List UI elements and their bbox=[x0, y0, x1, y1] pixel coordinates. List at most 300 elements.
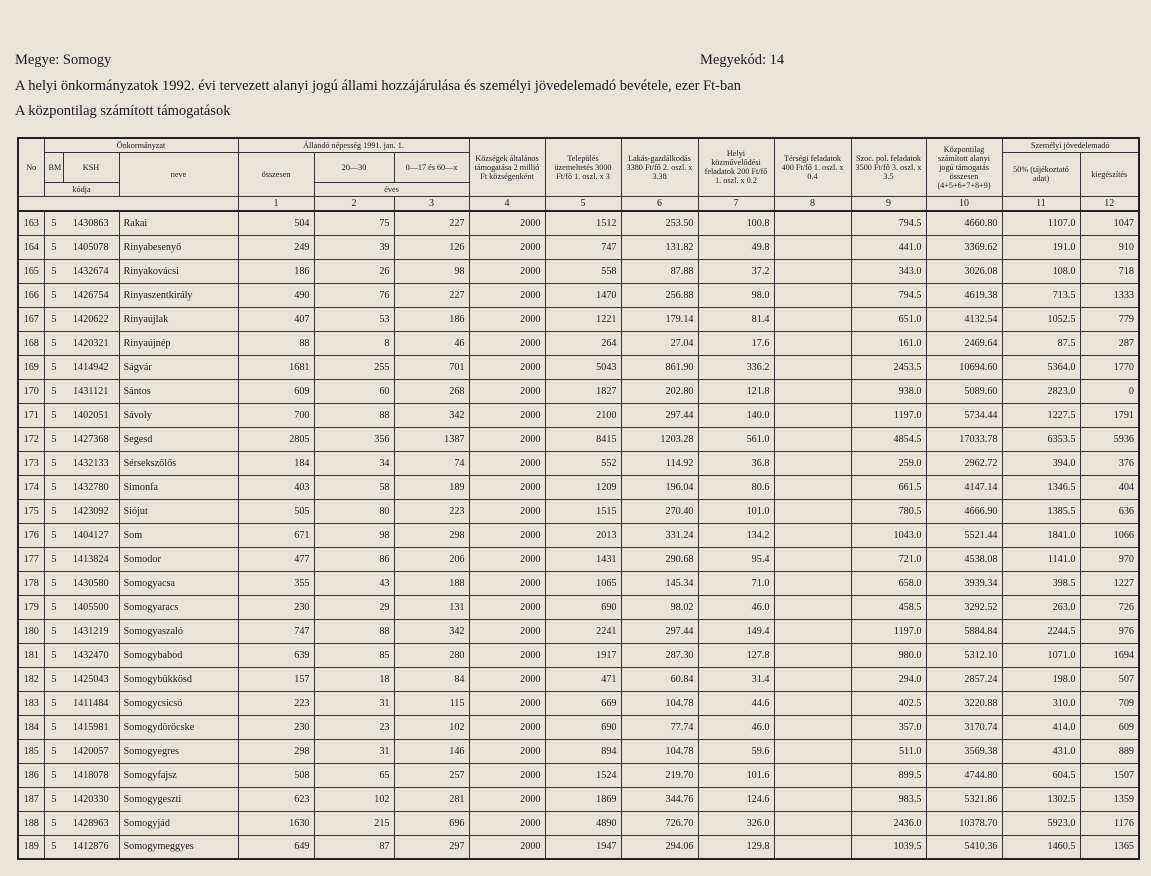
cell-kozmuv: 95.4 bbox=[698, 547, 774, 571]
cell-name: Somogycsicsó bbox=[119, 691, 238, 715]
col-tersegi: Térségi feladatok 400 Ft/fő 1. oszl. x 0.4 bbox=[774, 138, 851, 196]
table-row bbox=[18, 499, 1139, 523]
table-row bbox=[18, 307, 1139, 331]
cell-kozsegek: 2000 bbox=[469, 835, 545, 859]
cell-name: Somogydöröcske bbox=[119, 715, 238, 739]
cell-kozsegek: 2000 bbox=[469, 787, 545, 811]
cell-name: Somogyjád bbox=[119, 811, 238, 835]
cell-szja50: 2244.5 bbox=[1002, 619, 1080, 643]
cell-osszesen: 700 bbox=[238, 403, 314, 427]
cell-name: Somogybabod bbox=[119, 643, 238, 667]
cell-szja50: 1460.5 bbox=[1002, 835, 1080, 859]
cell-c20-30: 87 bbox=[314, 835, 394, 859]
cell-telepules: 2100 bbox=[545, 403, 621, 427]
cell-tersegi bbox=[774, 283, 851, 307]
cell-szja50: 263.0 bbox=[1002, 595, 1080, 619]
cell-telepules: 2013 bbox=[545, 523, 621, 547]
cell-osszesen: 490 bbox=[238, 283, 314, 307]
table-row bbox=[18, 427, 1139, 451]
cell-ksh: 1428963 bbox=[63, 811, 119, 835]
cell-kozponti: 2962.72 bbox=[926, 451, 1002, 475]
cell-szja50: 108.0 bbox=[1002, 259, 1080, 283]
cell-lakas: 131.82 bbox=[621, 235, 698, 259]
cell-ksh: 1425043 bbox=[63, 667, 119, 691]
cell-szja50: 310.0 bbox=[1002, 691, 1080, 715]
cell-szoc: 458.5 bbox=[851, 595, 926, 619]
colnum-8: 8 bbox=[774, 196, 851, 211]
cell-c0-17: 1387 bbox=[394, 427, 469, 451]
table-body bbox=[18, 211, 1139, 859]
cell-bm: 5 bbox=[44, 763, 63, 787]
cell-c20-30: 31 bbox=[314, 691, 394, 715]
cell-bm: 5 bbox=[44, 835, 63, 859]
col-eves: éves bbox=[314, 182, 469, 196]
cell-name: Rakai bbox=[119, 211, 238, 235]
cell-tersegi bbox=[774, 331, 851, 355]
cell-telepules: 471 bbox=[545, 667, 621, 691]
colnum-4: 4 bbox=[469, 196, 545, 211]
cell-kieg: 609 bbox=[1080, 715, 1139, 739]
cell-tersegi bbox=[774, 691, 851, 715]
cell-no: 178 bbox=[18, 571, 44, 595]
cell-ksh: 1420321 bbox=[63, 331, 119, 355]
cell-szja50: 1302.5 bbox=[1002, 787, 1080, 811]
cell-no: 174 bbox=[18, 475, 44, 499]
cell-lakas: 331.24 bbox=[621, 523, 698, 547]
cell-ksh: 1432470 bbox=[63, 643, 119, 667]
document-subtitle: A központilag számított támogatások bbox=[15, 103, 231, 119]
table-row bbox=[18, 355, 1139, 379]
cell-c0-17: 189 bbox=[394, 475, 469, 499]
table-row bbox=[18, 595, 1139, 619]
cell-tersegi bbox=[774, 499, 851, 523]
table-row bbox=[18, 571, 1139, 595]
cell-c0-17: 126 bbox=[394, 235, 469, 259]
cell-kozponti: 5734.44 bbox=[926, 403, 1002, 427]
cell-kozmuv: 121.8 bbox=[698, 379, 774, 403]
col-szja50: 50% (tájékoztató adat) bbox=[1002, 152, 1080, 196]
table-row bbox=[18, 619, 1139, 643]
cell-kieg: 1176 bbox=[1080, 811, 1139, 835]
cell-tersegi bbox=[774, 619, 851, 643]
cell-szoc: 441.0 bbox=[851, 235, 926, 259]
cell-szoc: 794.5 bbox=[851, 211, 926, 235]
cell-c0-17: 227 bbox=[394, 211, 469, 235]
cell-c0-17: 227 bbox=[394, 283, 469, 307]
cell-kozponti: 17033.78 bbox=[926, 427, 1002, 451]
cell-ksh: 1412876 bbox=[63, 835, 119, 859]
colnum-10: 10 bbox=[926, 196, 1002, 211]
cell-kozponti: 3170.74 bbox=[926, 715, 1002, 739]
cell-kieg: 1365 bbox=[1080, 835, 1139, 859]
cell-lakas: 179.14 bbox=[621, 307, 698, 331]
cell-ksh: 1413824 bbox=[63, 547, 119, 571]
cell-szoc: 980.0 bbox=[851, 643, 926, 667]
cell-osszesen: 223 bbox=[238, 691, 314, 715]
cell-name: Rinyakovácsi bbox=[119, 259, 238, 283]
cell-telepules: 1065 bbox=[545, 571, 621, 595]
cell-ksh: 1430580 bbox=[63, 571, 119, 595]
cell-c20-30: 88 bbox=[314, 619, 394, 643]
cell-telepules: 1221 bbox=[545, 307, 621, 331]
cell-szja50: 414.0 bbox=[1002, 715, 1080, 739]
cell-no: 185 bbox=[18, 739, 44, 763]
cell-bm: 5 bbox=[44, 259, 63, 283]
table-row bbox=[18, 211, 1139, 235]
cell-szoc: 1197.0 bbox=[851, 619, 926, 643]
cell-telepules: 1917 bbox=[545, 643, 621, 667]
cell-osszesen: 508 bbox=[238, 763, 314, 787]
cell-kozsegek: 2000 bbox=[469, 547, 545, 571]
cell-c20-30: 102 bbox=[314, 787, 394, 811]
cell-kozsegek: 2000 bbox=[469, 283, 545, 307]
cell-szoc: 983.5 bbox=[851, 787, 926, 811]
cell-kozsegek: 2000 bbox=[469, 331, 545, 355]
cell-ksh: 1415981 bbox=[63, 715, 119, 739]
table-row bbox=[18, 739, 1139, 763]
cell-tersegi bbox=[774, 739, 851, 763]
cell-kieg: 376 bbox=[1080, 451, 1139, 475]
cell-szja50: 1107.0 bbox=[1002, 211, 1080, 235]
cell-tersegi bbox=[774, 523, 851, 547]
cell-lakas: 726.70 bbox=[621, 811, 698, 835]
cell-bm: 5 bbox=[44, 667, 63, 691]
cell-kieg: 976 bbox=[1080, 619, 1139, 643]
cell-osszesen: 184 bbox=[238, 451, 314, 475]
cell-bm: 5 bbox=[44, 235, 63, 259]
cell-kozsegek: 2000 bbox=[469, 523, 545, 547]
cell-bm: 5 bbox=[44, 475, 63, 499]
cell-kozsegek: 2000 bbox=[469, 355, 545, 379]
cell-osszesen: 477 bbox=[238, 547, 314, 571]
cell-lakas: 256.88 bbox=[621, 283, 698, 307]
cell-tersegi bbox=[774, 379, 851, 403]
cell-szoc: 511.0 bbox=[851, 739, 926, 763]
cell-no: 186 bbox=[18, 763, 44, 787]
cell-name: Somodor bbox=[119, 547, 238, 571]
cell-lakas: 219.70 bbox=[621, 763, 698, 787]
col-bm: BM bbox=[44, 152, 63, 182]
cell-kozponti: 2469.64 bbox=[926, 331, 1002, 355]
cell-name: Somogyacsa bbox=[119, 571, 238, 595]
cell-c0-17: 342 bbox=[394, 403, 469, 427]
cell-name: Somogyaszaló bbox=[119, 619, 238, 643]
col-ksh: KSH bbox=[63, 152, 119, 182]
cell-lakas: 297.44 bbox=[621, 403, 698, 427]
cell-c20-30: 23 bbox=[314, 715, 394, 739]
cell-tersegi bbox=[774, 595, 851, 619]
cell-tersegi bbox=[774, 763, 851, 787]
cell-telepules: 264 bbox=[545, 331, 621, 355]
colnum-9: 9 bbox=[851, 196, 926, 211]
cell-telepules: 8415 bbox=[545, 427, 621, 451]
cell-kozmuv: 134.2 bbox=[698, 523, 774, 547]
cell-c20-30: 75 bbox=[314, 211, 394, 235]
table-row bbox=[18, 811, 1139, 835]
cell-ksh: 1405500 bbox=[63, 595, 119, 619]
cell-osszesen: 230 bbox=[238, 715, 314, 739]
cell-tersegi bbox=[774, 643, 851, 667]
cell-szoc: 661.5 bbox=[851, 475, 926, 499]
cell-c20-30: 58 bbox=[314, 475, 394, 499]
cell-kozmuv: 59.6 bbox=[698, 739, 774, 763]
cell-kozsegek: 2000 bbox=[469, 235, 545, 259]
cell-szoc: 2436.0 bbox=[851, 811, 926, 835]
cell-bm: 5 bbox=[44, 571, 63, 595]
cell-telepules: 1524 bbox=[545, 763, 621, 787]
colnum-3: 3 bbox=[394, 196, 469, 211]
cell-kozsegek: 2000 bbox=[469, 211, 545, 235]
cell-kozponti: 4147.14 bbox=[926, 475, 1002, 499]
cell-lakas: 1203.28 bbox=[621, 427, 698, 451]
cell-c0-17: 74 bbox=[394, 451, 469, 475]
cell-no: 165 bbox=[18, 259, 44, 283]
cell-lakas: 104.78 bbox=[621, 739, 698, 763]
cell-telepules: 690 bbox=[545, 715, 621, 739]
cell-szoc: 658.0 bbox=[851, 571, 926, 595]
cell-no: 170 bbox=[18, 379, 44, 403]
cell-kieg: 726 bbox=[1080, 595, 1139, 619]
cell-osszesen: 623 bbox=[238, 787, 314, 811]
cell-szja50: 604.5 bbox=[1002, 763, 1080, 787]
col-lakas: Lakás-gazdálkodás 3380 Ft/fő 2. oszl. x 3.38 bbox=[621, 138, 698, 196]
cell-tersegi bbox=[774, 835, 851, 859]
cell-lakas: 114.92 bbox=[621, 451, 698, 475]
cell-kozmuv: 127.8 bbox=[698, 643, 774, 667]
cell-szoc: 343.0 bbox=[851, 259, 926, 283]
cell-no: 176 bbox=[18, 523, 44, 547]
cell-tersegi bbox=[774, 355, 851, 379]
cell-szja50: 1052.5 bbox=[1002, 307, 1080, 331]
cell-bm: 5 bbox=[44, 523, 63, 547]
cell-bm: 5 bbox=[44, 547, 63, 571]
cell-telepules: 1512 bbox=[545, 211, 621, 235]
cell-lakas: 196.04 bbox=[621, 475, 698, 499]
cell-szoc: 259.0 bbox=[851, 451, 926, 475]
cell-lakas: 287.30 bbox=[621, 643, 698, 667]
cell-szoc: 294.0 bbox=[851, 667, 926, 691]
cell-szoc: 1197.0 bbox=[851, 403, 926, 427]
cell-c0-17: 268 bbox=[394, 379, 469, 403]
cell-c20-30: 215 bbox=[314, 811, 394, 835]
cell-tersegi bbox=[774, 403, 851, 427]
cell-bm: 5 bbox=[44, 643, 63, 667]
cell-c0-17: 131 bbox=[394, 595, 469, 619]
cell-kozsegek: 2000 bbox=[469, 619, 545, 643]
cell-kozmuv: 101.0 bbox=[698, 499, 774, 523]
col-kozponti: Központilag számított alanyi jogú támogatás összesen (4+5+6+7+8+9) bbox=[926, 138, 1002, 196]
cell-tersegi bbox=[774, 547, 851, 571]
cell-kieg: 404 bbox=[1080, 475, 1139, 499]
cell-kozsegek: 2000 bbox=[469, 571, 545, 595]
cell-lakas: 60.84 bbox=[621, 667, 698, 691]
cell-kozmuv: 44.6 bbox=[698, 691, 774, 715]
cell-kozsegek: 2000 bbox=[469, 427, 545, 451]
cell-name: Rinyaszentkirály bbox=[119, 283, 238, 307]
cell-kozmuv: 336.2 bbox=[698, 355, 774, 379]
cell-no: 187 bbox=[18, 787, 44, 811]
cell-no: 177 bbox=[18, 547, 44, 571]
cell-kozponti: 3369.62 bbox=[926, 235, 1002, 259]
table-row bbox=[18, 259, 1139, 283]
cell-kieg: 709 bbox=[1080, 691, 1139, 715]
cell-tersegi bbox=[774, 307, 851, 331]
cell-no: 164 bbox=[18, 235, 44, 259]
cell-kozmuv: 140.0 bbox=[698, 403, 774, 427]
cell-lakas: 87.88 bbox=[621, 259, 698, 283]
cell-tersegi bbox=[774, 571, 851, 595]
cell-c20-30: 60 bbox=[314, 379, 394, 403]
cell-lakas: 270.40 bbox=[621, 499, 698, 523]
cell-kozmuv: 46.0 bbox=[698, 595, 774, 619]
county-code: Megyekód: 14 bbox=[700, 52, 785, 68]
cell-c0-17: 102 bbox=[394, 715, 469, 739]
cell-kozponti: 5312.10 bbox=[926, 643, 1002, 667]
cell-ksh: 1418078 bbox=[63, 763, 119, 787]
cell-osszesen: 609 bbox=[238, 379, 314, 403]
cell-tersegi bbox=[774, 475, 851, 499]
col-kozmuv: Helyi közművelődési feladatok 200 Ft/fő 1. oszl. x 0.2 bbox=[698, 138, 774, 196]
cell-kieg: 1227 bbox=[1080, 571, 1139, 595]
cell-osszesen: 230 bbox=[238, 595, 314, 619]
cell-kozmuv: 98.0 bbox=[698, 283, 774, 307]
cell-ksh: 1402051 bbox=[63, 403, 119, 427]
cell-osszesen: 355 bbox=[238, 571, 314, 595]
cell-szja50: 1141.0 bbox=[1002, 547, 1080, 571]
cell-kieg: 507 bbox=[1080, 667, 1139, 691]
cell-c0-17: 297 bbox=[394, 835, 469, 859]
cell-telepules: 1431 bbox=[545, 547, 621, 571]
cell-c20-30: 34 bbox=[314, 451, 394, 475]
cell-telepules: 690 bbox=[545, 595, 621, 619]
cell-kozponti: 5089.60 bbox=[926, 379, 1002, 403]
cell-name: Ságvár bbox=[119, 355, 238, 379]
cell-kieg: 718 bbox=[1080, 259, 1139, 283]
cell-kozsegek: 2000 bbox=[469, 667, 545, 691]
cell-kozmuv: 101.6 bbox=[698, 763, 774, 787]
cell-name: Sávoly bbox=[119, 403, 238, 427]
cell-kozponti: 4538.08 bbox=[926, 547, 1002, 571]
col-no: No bbox=[18, 138, 44, 196]
cell-kozmuv: 124.6 bbox=[698, 787, 774, 811]
cell-name: Somogybükkösd bbox=[119, 667, 238, 691]
cell-c20-30: 255 bbox=[314, 355, 394, 379]
cell-szja50: 1385.5 bbox=[1002, 499, 1080, 523]
cell-kozsegek: 2000 bbox=[469, 379, 545, 403]
cell-kozponti: 5410.36 bbox=[926, 835, 1002, 859]
cell-lakas: 77.74 bbox=[621, 715, 698, 739]
cell-kozmuv: 31.4 bbox=[698, 667, 774, 691]
cell-osszesen: 671 bbox=[238, 523, 314, 547]
cell-ksh: 1427368 bbox=[63, 427, 119, 451]
cell-name: Somogyegres bbox=[119, 739, 238, 763]
table-row bbox=[18, 475, 1139, 499]
table-row bbox=[18, 403, 1139, 427]
cell-kieg: 889 bbox=[1080, 739, 1139, 763]
cell-szja50: 713.5 bbox=[1002, 283, 1080, 307]
cell-kozponti: 4619.38 bbox=[926, 283, 1002, 307]
cell-c0-17: 206 bbox=[394, 547, 469, 571]
cell-bm: 5 bbox=[44, 427, 63, 451]
col-kozsegek: Községek általános támogatása 2 millió Ft községenként bbox=[469, 138, 545, 196]
table-row bbox=[18, 667, 1139, 691]
cell-c20-30: 88 bbox=[314, 403, 394, 427]
cell-no: 166 bbox=[18, 283, 44, 307]
cell-lakas: 253.50 bbox=[621, 211, 698, 235]
cell-szoc: 938.0 bbox=[851, 379, 926, 403]
cell-szoc: 2453.5 bbox=[851, 355, 926, 379]
col-kodja: kódja bbox=[44, 182, 119, 196]
cell-c0-17: 98 bbox=[394, 259, 469, 283]
cell-kozponti: 3292.52 bbox=[926, 595, 1002, 619]
cell-name: Somogygeszti bbox=[119, 787, 238, 811]
cell-name: Som bbox=[119, 523, 238, 547]
cell-telepules: 2241 bbox=[545, 619, 621, 643]
cell-lakas: 145.34 bbox=[621, 571, 698, 595]
cell-szja50: 398.5 bbox=[1002, 571, 1080, 595]
cell-szja50: 1346.5 bbox=[1002, 475, 1080, 499]
cell-lakas: 294.06 bbox=[621, 835, 698, 859]
cell-c20-30: 76 bbox=[314, 283, 394, 307]
cell-kozponti: 4660.80 bbox=[926, 211, 1002, 235]
table-row bbox=[18, 451, 1139, 475]
cell-szja50: 394.0 bbox=[1002, 451, 1080, 475]
cell-osszesen: 1630 bbox=[238, 811, 314, 835]
colnum-7: 7 bbox=[698, 196, 774, 211]
cell-telepules: 558 bbox=[545, 259, 621, 283]
table-row bbox=[18, 331, 1139, 355]
table-row bbox=[18, 715, 1139, 739]
cell-kozmuv: 129.8 bbox=[698, 835, 774, 859]
cell-c20-30: 65 bbox=[314, 763, 394, 787]
cell-no: 169 bbox=[18, 355, 44, 379]
cell-kozsegek: 2000 bbox=[469, 403, 545, 427]
cell-tersegi bbox=[774, 451, 851, 475]
cell-osszesen: 649 bbox=[238, 835, 314, 859]
cell-osszesen: 505 bbox=[238, 499, 314, 523]
cell-bm: 5 bbox=[44, 787, 63, 811]
cell-bm: 5 bbox=[44, 331, 63, 355]
cell-osszesen: 1681 bbox=[238, 355, 314, 379]
cell-c0-17: 280 bbox=[394, 643, 469, 667]
cell-kieg: 1770 bbox=[1080, 355, 1139, 379]
col-szja: Személyi jövedelemadó bbox=[1002, 138, 1139, 152]
cell-kieg: 1791 bbox=[1080, 403, 1139, 427]
cell-telepules: 1209 bbox=[545, 475, 621, 499]
county-label: Megye: Somogy bbox=[15, 52, 112, 68]
cell-szoc: 4854.5 bbox=[851, 427, 926, 451]
cell-ksh: 1426754 bbox=[63, 283, 119, 307]
cell-telepules: 669 bbox=[545, 691, 621, 715]
cell-ksh: 1411484 bbox=[63, 691, 119, 715]
cell-name: Rinyaújnép bbox=[119, 331, 238, 355]
cell-lakas: 104.78 bbox=[621, 691, 698, 715]
cell-osszesen: 249 bbox=[238, 235, 314, 259]
cell-bm: 5 bbox=[44, 811, 63, 835]
cell-no: 175 bbox=[18, 499, 44, 523]
cell-bm: 5 bbox=[44, 307, 63, 331]
cell-c20-30: 85 bbox=[314, 643, 394, 667]
cell-bm: 5 bbox=[44, 619, 63, 643]
cell-c20-30: 80 bbox=[314, 499, 394, 523]
cell-no: 172 bbox=[18, 427, 44, 451]
cell-ksh: 1423092 bbox=[63, 499, 119, 523]
cell-lakas: 290.68 bbox=[621, 547, 698, 571]
cell-kieg: 1694 bbox=[1080, 643, 1139, 667]
cell-szja50: 5364.0 bbox=[1002, 355, 1080, 379]
cell-kozmuv: 80.6 bbox=[698, 475, 774, 499]
cell-osszesen: 504 bbox=[238, 211, 314, 235]
